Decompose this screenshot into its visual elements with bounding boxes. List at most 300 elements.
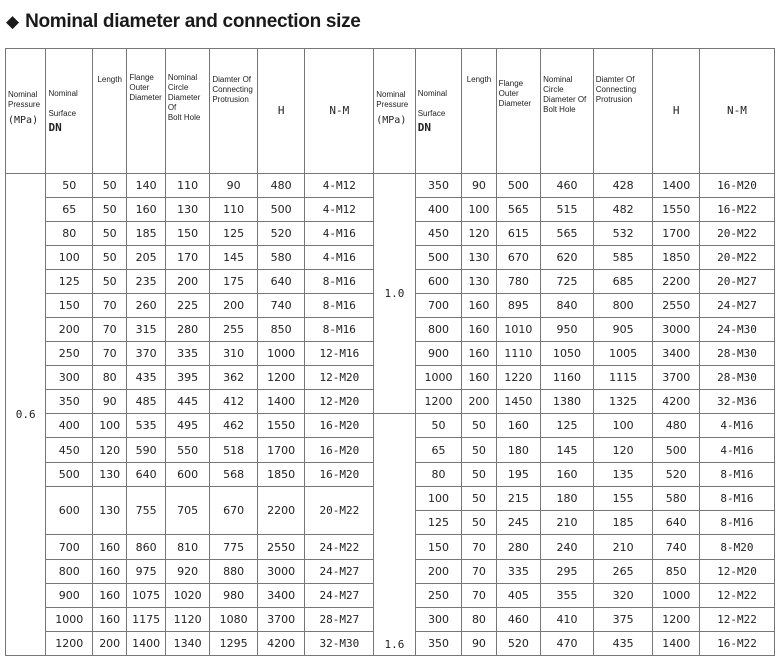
right-flange-outer-diameter-cell: 460	[496, 608, 541, 632]
left-n-m-cell: 24-M22	[305, 535, 374, 560]
left-n-m-cell: 24-M27	[305, 584, 374, 608]
right-length-cell: 50	[462, 487, 496, 511]
left-bolt-hole-circle-cell: 550	[165, 438, 210, 463]
left-dn-cell: 500	[46, 463, 93, 487]
left-length-cell: 200	[93, 632, 127, 656]
pressure-group-right-top: 1.0	[374, 174, 415, 414]
right-length-cell: 130	[462, 270, 496, 294]
right-dn-cell: 350	[415, 174, 462, 198]
header-nominal-surface: Nominal Surface DN	[46, 49, 93, 174]
right-h-cell: 1850	[653, 246, 700, 270]
right-length-cell: 160	[462, 294, 496, 318]
table-row	[6, 414, 775, 438]
right-dn-cell: 80	[415, 463, 462, 487]
right-protrusion-cell: 265	[593, 560, 653, 584]
right-flange-outer-diameter-cell: 1220	[496, 366, 541, 390]
right-dn-cell: 500	[415, 246, 462, 270]
right-protrusion-cell: 155	[593, 487, 653, 511]
left-bolt-hole-circle-cell: 1340	[165, 632, 210, 656]
left-n-m-cell: 24-M27	[305, 560, 374, 584]
left-dn-cell: 65	[46, 198, 93, 222]
right-length-cell: 50	[462, 463, 496, 487]
left-protrusion-cell: 518	[210, 438, 258, 463]
header-flange-outer-diameter-right: Flange Outer Diameter	[496, 49, 541, 174]
right-bolt-hole-circle-cell: 725	[541, 270, 594, 294]
left-h-cell: 2200	[257, 487, 305, 535]
left-n-m-cell: 8-M16	[305, 270, 374, 294]
right-flange-outer-diameter-cell: 1450	[496, 390, 541, 414]
header-row	[6, 49, 775, 174]
right-h-cell: 2200	[653, 270, 700, 294]
left-h-cell: 1850	[257, 463, 305, 487]
left-length-cell: 120	[93, 438, 127, 463]
right-flange-outer-diameter-cell: 405	[496, 584, 541, 608]
left-length-cell: 50	[93, 174, 127, 198]
left-dn-cell: 125	[46, 270, 93, 294]
header-flange-outer-diameter: Flange Outer Diameter	[127, 49, 165, 174]
right-h-cell: 1700	[653, 222, 700, 246]
left-flange-outer-diameter-cell: 160	[127, 198, 165, 222]
right-bolt-hole-circle-cell: 295	[541, 560, 594, 584]
right-bolt-hole-circle-cell: 180	[541, 487, 594, 511]
right-bolt-hole-circle-cell: 210	[541, 511, 594, 535]
right-bolt-hole-circle-cell: 125	[541, 414, 594, 438]
right-protrusion-cell: 435	[593, 632, 653, 656]
left-protrusion-cell: 412	[210, 390, 258, 414]
left-dn-cell: 150	[46, 294, 93, 318]
section-heading	[6, 8, 361, 36]
right-dn-cell: 700	[415, 294, 462, 318]
right-h-cell: 850	[653, 560, 700, 584]
left-h-cell: 2550	[257, 535, 305, 560]
left-n-m-cell: 16-M20	[305, 414, 374, 438]
left-flange-outer-diameter-cell: 485	[127, 390, 165, 414]
left-dn-cell: 600	[46, 487, 93, 535]
left-protrusion-cell: 255	[210, 318, 258, 342]
left-length-cell: 50	[93, 246, 127, 270]
right-bolt-hole-circle-cell: 1380	[541, 390, 594, 414]
right-n-m-cell: 12-M22	[699, 608, 774, 632]
right-n-m-cell: 8-M20	[699, 535, 774, 560]
right-n-m-cell: 4-M16	[699, 438, 774, 463]
right-n-m-cell: 24-M30	[699, 318, 774, 342]
right-protrusion-cell: 1115	[593, 366, 653, 390]
left-flange-outer-diameter-cell: 185	[127, 222, 165, 246]
right-flange-outer-diameter-cell: 180	[496, 438, 541, 463]
left-dn-cell: 100	[46, 246, 93, 270]
right-n-m-cell: 12-M20	[699, 560, 774, 584]
left-bolt-hole-circle-cell: 280	[165, 318, 210, 342]
left-length-cell: 70	[93, 318, 127, 342]
right-dn-cell: 65	[415, 438, 462, 463]
left-length-cell: 80	[93, 366, 127, 390]
left-protrusion-cell: 1080	[210, 608, 258, 632]
right-n-m-cell: 4-M16	[699, 414, 774, 438]
right-protrusion-cell: 428	[593, 174, 653, 198]
left-length-cell: 70	[93, 342, 127, 366]
right-flange-outer-diameter-cell: 1110	[496, 342, 541, 366]
right-flange-outer-diameter-cell: 520	[496, 632, 541, 656]
right-n-m-cell: 8-M16	[699, 511, 774, 535]
right-bolt-hole-circle-cell: 840	[541, 294, 594, 318]
right-h-cell: 1200	[653, 608, 700, 632]
right-length-cell: 90	[462, 632, 496, 656]
left-dn-cell: 50	[46, 174, 93, 198]
right-flange-outer-diameter-cell: 1010	[496, 318, 541, 342]
right-length-cell: 70	[462, 560, 496, 584]
right-bolt-hole-circle-cell: 470	[541, 632, 594, 656]
right-dn-cell: 50	[415, 414, 462, 438]
left-protrusion-cell: 200	[210, 294, 258, 318]
right-dn-cell: 125	[415, 511, 462, 535]
left-length-cell: 160	[93, 560, 127, 584]
header-n-m: N-M	[305, 49, 374, 174]
right-n-m-cell: 20-M27	[699, 270, 774, 294]
right-n-m-cell: 12-M22	[699, 584, 774, 608]
right-n-m-cell: 32-M36	[699, 390, 774, 414]
right-flange-outer-diameter-cell: 280	[496, 535, 541, 560]
right-dn-cell: 350	[415, 632, 462, 656]
right-bolt-hole-circle-cell: 565	[541, 222, 594, 246]
left-protrusion-cell: 880	[210, 560, 258, 584]
right-n-m-cell: 8-M16	[699, 463, 774, 487]
left-n-m-cell: 32-M30	[305, 632, 374, 656]
left-dn-cell: 1000	[46, 608, 93, 632]
right-flange-outer-diameter-cell: 245	[496, 511, 541, 535]
left-h-cell: 480	[257, 174, 305, 198]
left-h-cell: 850	[257, 318, 305, 342]
right-flange-outer-diameter-cell: 500	[496, 174, 541, 198]
right-protrusion-cell: 100	[593, 414, 653, 438]
right-dn-cell: 450	[415, 222, 462, 246]
right-bolt-hole-circle-cell: 460	[541, 174, 594, 198]
left-flange-outer-diameter-cell: 205	[127, 246, 165, 270]
left-h-cell: 520	[257, 222, 305, 246]
right-bolt-hole-circle-cell: 1160	[541, 366, 594, 390]
right-bolt-hole-circle-cell: 620	[541, 246, 594, 270]
left-length-cell: 90	[93, 390, 127, 414]
right-h-cell: 3700	[653, 366, 700, 390]
left-bolt-hole-circle-cell: 150	[165, 222, 210, 246]
left-protrusion-cell: 125	[210, 222, 258, 246]
right-protrusion-cell: 685	[593, 270, 653, 294]
right-n-m-cell: 20-M22	[699, 246, 774, 270]
right-h-cell: 640	[653, 511, 700, 535]
right-flange-outer-diameter-cell: 215	[496, 487, 541, 511]
left-bolt-hole-circle-cell: 395	[165, 366, 210, 390]
left-dn-cell: 1200	[46, 632, 93, 656]
left-length-cell: 160	[93, 535, 127, 560]
right-protrusion-cell: 482	[593, 198, 653, 222]
left-n-m-cell: 16-M20	[305, 438, 374, 463]
left-dn-cell: 200	[46, 318, 93, 342]
right-length-cell: 160	[462, 342, 496, 366]
left-n-m-cell: 20-M22	[305, 487, 374, 535]
left-h-cell: 3000	[257, 560, 305, 584]
left-bolt-hole-circle-cell: 110	[165, 174, 210, 198]
left-dn-cell: 400	[46, 414, 93, 438]
left-flange-outer-diameter-cell: 1400	[127, 632, 165, 656]
right-bolt-hole-circle-cell: 160	[541, 463, 594, 487]
left-flange-outer-diameter-cell: 590	[127, 438, 165, 463]
right-dn-cell: 1200	[415, 390, 462, 414]
left-dn-cell: 900	[46, 584, 93, 608]
left-h-cell: 3400	[257, 584, 305, 608]
left-n-m-cell: 4-M16	[305, 246, 374, 270]
left-length-cell: 50	[93, 270, 127, 294]
right-h-cell: 480	[653, 414, 700, 438]
table-row	[6, 174, 775, 198]
left-protrusion-cell: 145	[210, 246, 258, 270]
right-protrusion-cell: 1325	[593, 390, 653, 414]
left-flange-outer-diameter-cell: 315	[127, 318, 165, 342]
left-bolt-hole-circle-cell: 445	[165, 390, 210, 414]
left-bolt-hole-circle-cell: 170	[165, 246, 210, 270]
right-h-cell: 500	[653, 438, 700, 463]
right-bolt-hole-circle-cell: 410	[541, 608, 594, 632]
right-protrusion-cell: 185	[593, 511, 653, 535]
right-dn-cell: 800	[415, 318, 462, 342]
right-length-cell: 50	[462, 511, 496, 535]
right-h-cell: 1000	[653, 584, 700, 608]
right-length-cell: 130	[462, 246, 496, 270]
left-flange-outer-diameter-cell: 235	[127, 270, 165, 294]
right-n-m-cell: 16-M22	[699, 632, 774, 656]
header-bolt-hole-circle-right: Nominal Circle Diameter Of Bolt Hole	[541, 49, 594, 174]
left-protrusion-cell: 568	[210, 463, 258, 487]
left-h-cell: 3700	[257, 608, 305, 632]
right-n-m-cell: 28-M30	[699, 342, 774, 366]
right-length-cell: 120	[462, 222, 496, 246]
left-protrusion-cell: 110	[210, 198, 258, 222]
left-h-cell: 580	[257, 246, 305, 270]
right-length-cell: 160	[462, 366, 496, 390]
left-bolt-hole-circle-cell: 810	[165, 535, 210, 560]
left-bolt-hole-circle-cell: 130	[165, 198, 210, 222]
left-dn-cell: 800	[46, 560, 93, 584]
left-bolt-hole-circle-cell: 705	[165, 487, 210, 535]
right-length-cell: 70	[462, 584, 496, 608]
left-bolt-hole-circle-cell: 1020	[165, 584, 210, 608]
left-dn-cell: 300	[46, 366, 93, 390]
header-nominal-pressure: Nominal Pressure (MPa)	[6, 49, 46, 174]
pressure-group-left: 0.6	[6, 174, 46, 656]
right-flange-outer-diameter-cell: 780	[496, 270, 541, 294]
right-dn-cell: 250	[415, 584, 462, 608]
left-n-m-cell: 12-M20	[305, 366, 374, 390]
left-flange-outer-diameter-cell: 640	[127, 463, 165, 487]
right-length-cell: 80	[462, 608, 496, 632]
page-title: Nominal diameter and connection size	[25, 11, 361, 32]
right-length-cell: 50	[462, 414, 496, 438]
header-h: H	[257, 49, 305, 174]
left-length-cell: 50	[93, 198, 127, 222]
right-dn-cell: 200	[415, 560, 462, 584]
left-protrusion-cell: 775	[210, 535, 258, 560]
right-h-cell: 4200	[653, 390, 700, 414]
right-bolt-hole-circle-cell: 355	[541, 584, 594, 608]
right-length-cell: 70	[462, 535, 496, 560]
left-bolt-hole-circle-cell: 335	[165, 342, 210, 366]
right-flange-outer-diameter-cell: 895	[496, 294, 541, 318]
right-bolt-hole-circle-cell: 950	[541, 318, 594, 342]
left-flange-outer-diameter-cell: 260	[127, 294, 165, 318]
left-protrusion-cell: 1295	[210, 632, 258, 656]
left-dn-cell: 80	[46, 222, 93, 246]
left-bolt-hole-circle-cell: 495	[165, 414, 210, 438]
right-flange-outer-diameter-cell: 615	[496, 222, 541, 246]
left-protrusion-cell: 362	[210, 366, 258, 390]
right-dn-cell: 100	[415, 487, 462, 511]
left-n-m-cell: 8-M16	[305, 294, 374, 318]
left-flange-outer-diameter-cell: 370	[127, 342, 165, 366]
right-h-cell: 2550	[653, 294, 700, 318]
header-length-right: Length	[462, 49, 496, 174]
right-dn-cell: 1000	[415, 366, 462, 390]
header-nominal-surface-right: Nominal Surface DN	[415, 49, 462, 174]
right-h-cell: 3400	[653, 342, 700, 366]
right-h-cell: 580	[653, 487, 700, 511]
left-length-cell: 50	[93, 222, 127, 246]
right-protrusion-cell: 120	[593, 438, 653, 463]
right-bolt-hole-circle-cell: 145	[541, 438, 594, 463]
right-length-cell: 90	[462, 174, 496, 198]
right-n-m-cell: 20-M22	[699, 222, 774, 246]
left-h-cell: 4200	[257, 632, 305, 656]
table-body	[6, 174, 775, 656]
right-flange-outer-diameter-cell: 565	[496, 198, 541, 222]
left-n-m-cell: 28-M27	[305, 608, 374, 632]
right-n-m-cell: 16-M22	[699, 198, 774, 222]
left-flange-outer-diameter-cell: 535	[127, 414, 165, 438]
right-n-m-cell: 24-M27	[699, 294, 774, 318]
left-n-m-cell: 12-M20	[305, 390, 374, 414]
right-protrusion-cell: 1005	[593, 342, 653, 366]
header-connecting-protrusion-right: Diamter Of Connecting Protrusion	[593, 49, 653, 174]
right-dn-cell: 600	[415, 270, 462, 294]
left-length-cell: 130	[93, 487, 127, 535]
diamond-bullet-icon: ◆	[6, 12, 20, 31]
right-n-m-cell: 8-M16	[699, 487, 774, 511]
right-length-cell: 200	[462, 390, 496, 414]
right-bolt-hole-circle-cell: 515	[541, 198, 594, 222]
header-nominal-pressure-right: Nominal Pressure (MPa)	[374, 49, 415, 174]
left-dn-cell: 350	[46, 390, 93, 414]
left-length-cell: 130	[93, 463, 127, 487]
left-h-cell: 1400	[257, 390, 305, 414]
left-bolt-hole-circle-cell: 1120	[165, 608, 210, 632]
header-connecting-protrusion: Diamter Of Connecting Protrusion	[210, 49, 258, 174]
left-h-cell: 1000	[257, 342, 305, 366]
left-protrusion-cell: 980	[210, 584, 258, 608]
left-n-m-cell: 4-M12	[305, 198, 374, 222]
right-protrusion-cell: 905	[593, 318, 653, 342]
left-protrusion-cell: 175	[210, 270, 258, 294]
right-protrusion-cell: 532	[593, 222, 653, 246]
right-dn-cell: 300	[415, 608, 462, 632]
left-flange-outer-diameter-cell: 435	[127, 366, 165, 390]
left-dn-cell: 700	[46, 535, 93, 560]
header-bolt-hole-circle: Nominal Circle Diameter Of Bolt Hole	[165, 49, 210, 174]
left-h-cell: 640	[257, 270, 305, 294]
right-length-cell: 50	[462, 438, 496, 463]
left-protrusion-cell: 310	[210, 342, 258, 366]
left-protrusion-cell: 670	[210, 487, 258, 535]
right-protrusion-cell: 135	[593, 463, 653, 487]
right-protrusion-cell: 800	[593, 294, 653, 318]
left-flange-outer-diameter-cell: 1175	[127, 608, 165, 632]
left-flange-outer-diameter-cell: 755	[127, 487, 165, 535]
right-length-cell: 100	[462, 198, 496, 222]
left-bolt-hole-circle-cell: 200	[165, 270, 210, 294]
left-length-cell: 160	[93, 584, 127, 608]
left-h-cell: 1200	[257, 366, 305, 390]
left-bolt-hole-circle-cell: 600	[165, 463, 210, 487]
right-n-m-cell: 16-M20	[699, 174, 774, 198]
left-h-cell: 1550	[257, 414, 305, 438]
left-n-m-cell: 4-M12	[305, 174, 374, 198]
left-flange-outer-diameter-cell: 860	[127, 535, 165, 560]
right-bolt-hole-circle-cell: 1050	[541, 342, 594, 366]
left-h-cell: 1700	[257, 438, 305, 463]
left-n-m-cell: 12-M16	[305, 342, 374, 366]
right-flange-outer-diameter-cell: 335	[496, 560, 541, 584]
right-bolt-hole-circle-cell: 240	[541, 535, 594, 560]
left-length-cell: 100	[93, 414, 127, 438]
right-dn-cell: 400	[415, 198, 462, 222]
right-h-cell: 1400	[653, 174, 700, 198]
left-n-m-cell: 16-M20	[305, 463, 374, 487]
right-h-cell: 1400	[653, 632, 700, 656]
header-n-m-right: N-M	[699, 49, 774, 174]
left-dn-cell: 250	[46, 342, 93, 366]
right-h-cell: 740	[653, 535, 700, 560]
right-protrusion-cell: 375	[593, 608, 653, 632]
left-flange-outer-diameter-cell: 1075	[127, 584, 165, 608]
right-flange-outer-diameter-cell: 160	[496, 414, 541, 438]
right-protrusion-cell: 320	[593, 584, 653, 608]
left-h-cell: 500	[257, 198, 305, 222]
left-bolt-hole-circle-cell: 920	[165, 560, 210, 584]
left-length-cell: 70	[93, 294, 127, 318]
right-h-cell: 520	[653, 463, 700, 487]
dimensions-table	[5, 48, 775, 656]
left-n-m-cell: 4-M16	[305, 222, 374, 246]
left-flange-outer-diameter-cell: 140	[127, 174, 165, 198]
right-h-cell: 3000	[653, 318, 700, 342]
right-dn-cell: 900	[415, 342, 462, 366]
right-flange-outer-diameter-cell: 195	[496, 463, 541, 487]
left-h-cell: 740	[257, 294, 305, 318]
left-flange-outer-diameter-cell: 975	[127, 560, 165, 584]
right-protrusion-cell: 585	[593, 246, 653, 270]
right-h-cell: 1550	[653, 198, 700, 222]
header-h-right: H	[653, 49, 700, 174]
right-n-m-cell: 28-M30	[699, 366, 774, 390]
left-bolt-hole-circle-cell: 225	[165, 294, 210, 318]
left-n-m-cell: 8-M16	[305, 318, 374, 342]
right-length-cell: 160	[462, 318, 496, 342]
left-length-cell: 160	[93, 608, 127, 632]
left-protrusion-cell: 90	[210, 174, 258, 198]
header-length: Length	[93, 49, 127, 174]
pressure-group-right-bottom: 1.6	[374, 414, 415, 656]
left-dn-cell: 450	[46, 438, 93, 463]
left-protrusion-cell: 462	[210, 414, 258, 438]
right-flange-outer-diameter-cell: 670	[496, 246, 541, 270]
right-dn-cell: 150	[415, 535, 462, 560]
right-protrusion-cell: 210	[593, 535, 653, 560]
